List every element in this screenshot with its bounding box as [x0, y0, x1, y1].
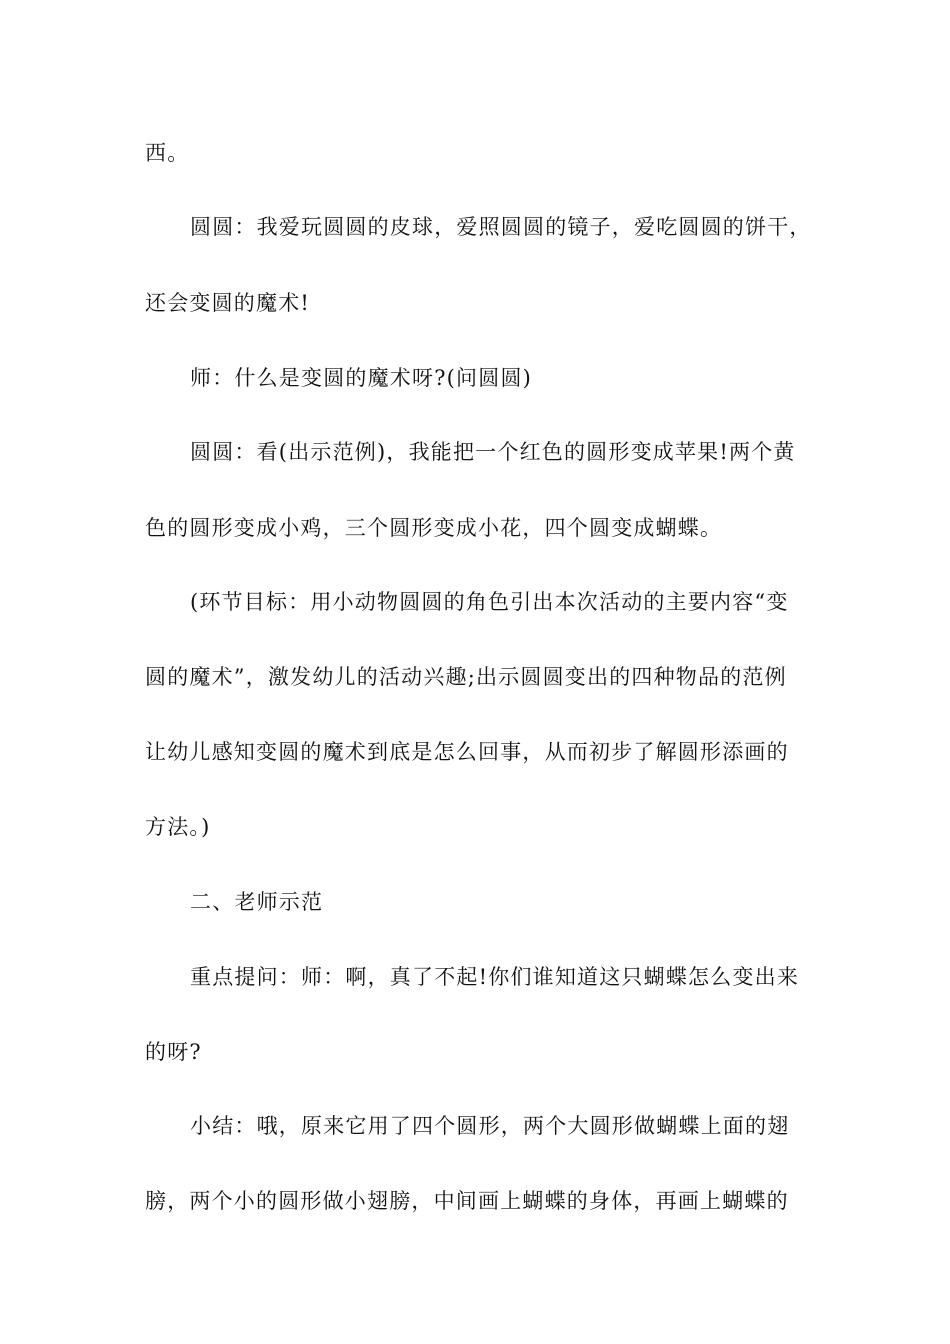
text-line-9: 让幼儿感知变圆的魔术到底是怎么回事，从而初步了解圆形添画的 [145, 740, 789, 764]
text-line-10: 方法。) [145, 815, 211, 839]
text-line-12: 重点提问：师：啊，真了不起!你们谁知道这只蝴蝶怎么变出来 [190, 965, 800, 989]
text-line-2: 圆圆：我爱玩圆圆的皮球，爱照圆圆的镜子，爱吃圆圆的饼干， [190, 215, 812, 239]
text-line-14: 小结：哦，原来它用了四个圆形，两个大圆形做蝴蝶上面的翅 [190, 1114, 790, 1138]
text-line-5: 圆圆：看(出示范例)，我能把一个红色的圆形变成苹果!两个黄 [190, 440, 796, 464]
text-line-15: 膀，两个小的圆形做小翅膀，中间画上蝴蝶的身体，再画上蝴蝶的 [145, 1189, 789, 1213]
text-line-4: 师：什么是变圆的魔术呀?(问圆圆) [190, 366, 533, 390]
section-heading: 二、老师示范 [190, 890, 324, 914]
text-line-3: 还会变圆的魔术! [145, 291, 311, 315]
text-line-8: 圆的魔术”，激发幼儿的活动兴趣;出示圆圆变出的四种物品的范例 [145, 665, 787, 689]
text-line-1: 西。 [145, 141, 190, 165]
text-line-6: 色的圆形变成小鸡，三个圆形变成小花，四个圆变成蝴蝶。 [145, 516, 723, 540]
text-line-7: (环节目标：用小动物圆圆的角色引出本次活动的主要内容“变 [190, 590, 789, 614]
text-line-13: 的呀? [145, 1040, 202, 1064]
